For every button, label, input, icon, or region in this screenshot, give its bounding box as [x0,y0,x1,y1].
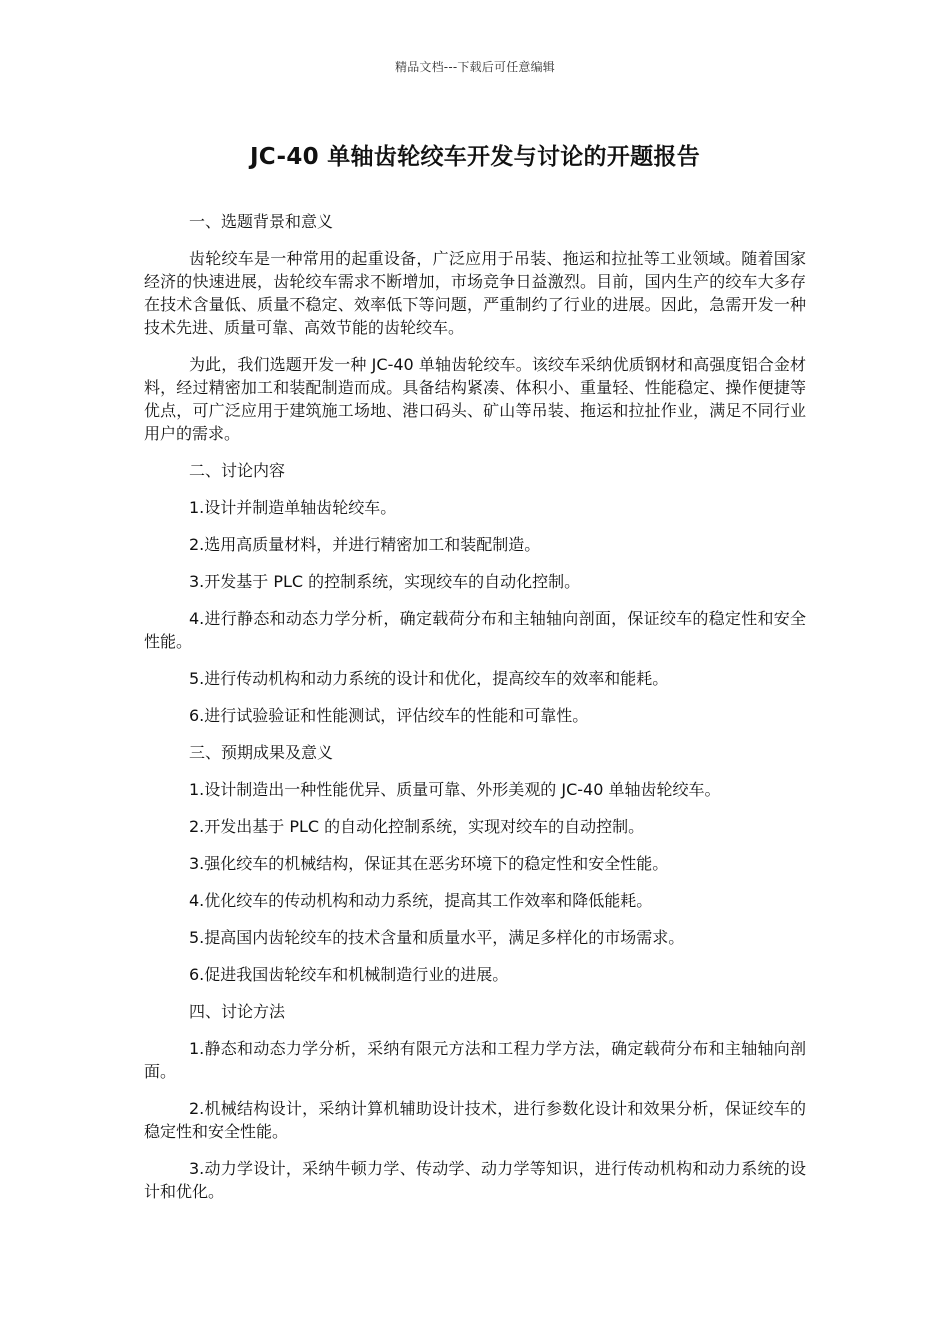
section-heading: 四、讨论方法 [189,1002,286,1021]
section-heading: 二、讨论内容 [189,461,286,480]
list-item: 3.开发基于 PLC 的控制系统，实现绞车的自动化控制。 [189,572,581,591]
list-item: 3.强化绞车的机械结构，保证其在恶劣环境下的稳定性和安全性能。 [189,854,669,873]
page-header: 精品文档---下载后可任意编辑 [395,60,555,74]
document-body [144,210,806,1217]
list-item: 3.动力学设计，采纳牛顿力学、传动学、动力学等知识，进行传动机构和动力系统的设计和优化。 [144,1159,806,1201]
list-item: 1.设计并制造单轴齿轮绞车。 [189,498,397,517]
paragraph: 为此，我们选题开发一种 JC-40 单轴齿轮绞车。该绞车采纳优质钢材和高强度铝合金材料，经过精密加工和装配制造而成。具备结构紧凑、体积小、重量轻、性能稳定、操作便捷等优点，可广泛应用于建筑施工场地、港口码头、矿山等吊装、拖运和拉扯作业，满足不同行业用户的需求。 [144,355,806,443]
list-item: 4.进行静态和动态力学分析，确定载荷分布和主轴轴向剖面，保证绞车的稳定性和安全性能。 [144,609,806,651]
paragraph: 齿轮绞车是一种常用的起重设备，广泛应用于吊装、拖运和拉扯等工业领域。随着国家经济的快速进展，齿轮绞车需求不断增加，市场竞争日益激烈。目前，国内生产的绞车大多存在技术含量低、质量不稳定、效率低下等问题，严重制约了行业的进展。因此，急需开发一种技术先进、质量可靠、高效节能的齿轮绞车。 [144,249,806,337]
list-item: 6.进行试验验证和性能测试，评估绞车的性能和可靠性。 [189,706,589,725]
list-item: 1.静态和动态力学分析，采纳有限元方法和工程力学方法，确定载荷分布和主轴轴向剖面。 [144,1039,806,1081]
section-heading: 一、选题背景和意义 [189,212,334,231]
list-item: 1.设计制造出一种性能优异、质量可靠、外形美观的 JC-40 单轴齿轮绞车。 [189,780,721,799]
list-item: 2.机械结构设计，采纳计算机辅助设计技术，进行参数化设计和效果分析，保证绞车的稳定性和安全性能。 [144,1099,806,1141]
section-heading: 三、预期成果及意义 [189,743,334,762]
list-item: 4.优化绞车的传动机构和动力系统，提高其工作效率和降低能耗。 [189,891,653,910]
list-item: 2.开发出基于 PLC 的自动化控制系统，实现对绞车的自动控制。 [189,817,645,836]
list-item: 2.选用高质量材料，并进行精密加工和装配制造。 [189,535,541,554]
list-item: 5.进行传动机构和动力系统的设计和优化，提高绞车的效率和能耗。 [189,669,669,688]
document-title: JC-40 单轴齿轮绞车开发与讨论的开题报告 [249,144,701,170]
list-item: 5.提高国内齿轮绞车的技术含量和质量水平，满足多样化的市场需求。 [189,928,685,947]
list-item: 6.促进我国齿轮绞车和机械制造行业的进展。 [189,965,509,984]
